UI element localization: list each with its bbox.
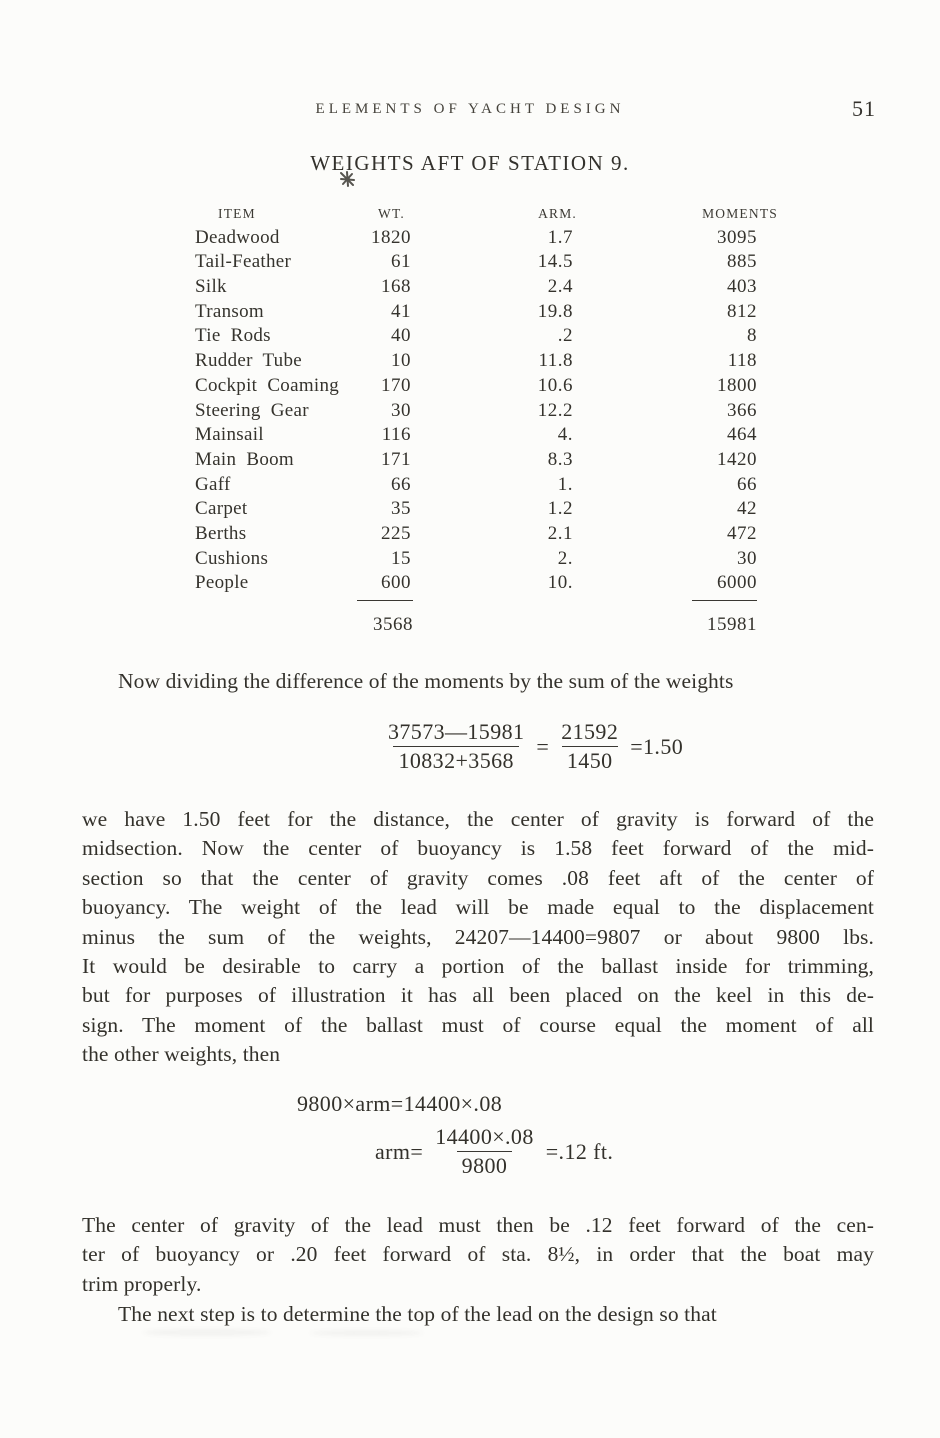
cell-wt: 116 — [381, 424, 411, 446]
scan-smudge — [143, 1329, 271, 1336]
cell-wt: 40 — [391, 325, 411, 347]
cell-item: Berths — [195, 522, 247, 544]
text-line: trim properly. — [82, 1271, 202, 1296]
cell-moments: 118 — [727, 350, 757, 372]
equation-cg-distance — [383, 719, 683, 774]
paragraph-next-step: The next step is to determine the top of the lead on the design so that — [118, 1302, 717, 1326]
column-header-wt: WT. — [378, 206, 405, 221]
cell-item: People — [195, 572, 249, 594]
cell-moments: 30 — [737, 547, 757, 569]
cell-arm: 2.1 — [547, 522, 573, 544]
text-line: sign. The moment of the ballast must of course equal the moment of all — [82, 1012, 874, 1037]
total-moments: 15981 — [707, 614, 757, 635]
cell-item: Main Boom — [195, 448, 295, 470]
text-line: buoyancy. The weight of the lead will be made equal to the displacement — [82, 895, 874, 920]
cell-item: Cushions — [195, 547, 269, 569]
cell-item: Carpet — [195, 498, 248, 520]
cell-item: Gaff — [195, 473, 231, 495]
cell-wt: 66 — [391, 473, 411, 495]
fraction-numerator: 14400×.08 — [435, 1124, 534, 1149]
cell-wt: 168 — [381, 276, 411, 298]
fraction-denominator: 1450 — [562, 746, 618, 774]
text-line: section so that the center of gravity comes .08 feet aft of the center of — [82, 865, 874, 890]
cell-moments: 403 — [727, 276, 757, 298]
cell-item: Deadwood — [195, 226, 280, 248]
cell-moments: 1420 — [717, 448, 757, 470]
cell-arm: 12.2 — [537, 399, 573, 421]
text-line: the other weights, then — [82, 1042, 281, 1067]
cell-arm: 1. — [557, 473, 573, 495]
cell-arm: 10.6 — [537, 374, 573, 396]
ink-blot-mark — [338, 169, 358, 189]
cell-moments: 366 — [727, 399, 757, 421]
cell-moments: 6000 — [717, 572, 757, 594]
cell-moments: 885 — [727, 251, 757, 273]
cell-arm: 1.7 — [547, 226, 573, 248]
equals-sign: = — [536, 733, 550, 759]
paragraph-intro: Now dividing the difference of the moments by the sum of the weights — [118, 669, 734, 693]
cell-wt: 15 — [391, 547, 411, 569]
cell-arm: 14.5 — [537, 251, 573, 273]
cell-item: Mainsail — [195, 424, 264, 446]
text-line: midsection. Now the center of buoyancy is 1.58 feet forward of the mid- — [82, 836, 874, 861]
fraction — [556, 719, 623, 774]
cell-moments: 472 — [727, 522, 757, 544]
cell-wt: 225 — [381, 522, 411, 544]
fraction-numerator: 37573—15981 — [388, 719, 525, 744]
cell-wt: 61 — [391, 251, 411, 273]
cell-item: Transom — [195, 300, 264, 322]
cell-moments: 464 — [727, 424, 757, 446]
table-title: WEIGHTS AFT OF STATION 9. — [310, 151, 630, 175]
total-rule-moments — [692, 600, 757, 601]
fraction-numerator: 21592 — [561, 719, 619, 744]
weights-table — [195, 201, 778, 596]
paragraph-lead-cg — [82, 1211, 874, 1299]
cell-wt: 41 — [391, 300, 411, 322]
cell-item: Steering Gear — [195, 399, 309, 421]
equation-result: =.12 ft. — [545, 1138, 614, 1164]
cell-item: Silk — [195, 276, 227, 298]
fraction — [383, 719, 529, 774]
total-rule-wt — [357, 600, 413, 601]
cell-moments: 42 — [737, 498, 757, 520]
text-line: It would be desirable to carry a portion of the ballast inside for trimming, — [82, 954, 874, 979]
cell-wt: 35 — [391, 498, 411, 520]
text-line: The center of gravity of the lead must then be .12 feet forward of the cen- — [82, 1213, 874, 1237]
equation-ballast-arm — [375, 1124, 613, 1179]
text-line: we have 1.50 feet for the distance, the center of gravity is forward of the — [82, 807, 874, 831]
total-weight: 3568 — [373, 614, 413, 635]
cell-wt: 170 — [381, 374, 411, 396]
cell-arm: 4. — [557, 424, 573, 446]
equation-result: =1.50 — [630, 733, 684, 759]
cell-arm: 1.2 — [547, 498, 573, 520]
cell-moments: 3095 — [717, 226, 757, 248]
fraction-denominator: 9800 — [457, 1151, 513, 1179]
fraction-denominator: 10832+3568 — [393, 746, 518, 774]
cell-wt: 30 — [391, 399, 411, 421]
cell-arm: 2. — [557, 547, 573, 569]
cell-arm: 8.3 — [547, 448, 573, 470]
cell-item: Tie Rods — [195, 325, 271, 347]
cell-arm: 19.8 — [537, 300, 573, 322]
text-line: ter of buoyancy or .20 feet forward of sta. 8½, in order that the boat may — [82, 1242, 874, 1267]
scan-smudge — [310, 1330, 423, 1336]
cell-moments: 66 — [737, 473, 757, 495]
equation-ballast-moment: 9800×arm=14400×.08 — [297, 1091, 503, 1116]
cell-moments: 812 — [727, 300, 757, 322]
cell-arm: 10. — [547, 572, 573, 594]
cell-wt: 1820 — [371, 226, 411, 248]
cell-item: Tail-Feather — [195, 251, 292, 273]
equation-lhs: arm= — [375, 1138, 424, 1164]
text-line: minus the sum of the weights, 24207—14400=9807 or about 9800 lbs. — [82, 924, 874, 949]
column-header-arm: ARM. — [538, 206, 577, 221]
cell-wt: 10 — [391, 350, 411, 372]
cell-moments: 8 — [747, 325, 757, 347]
cell-item: Rudder Tube — [195, 350, 303, 372]
column-header-moments: MOMENTS — [702, 206, 778, 221]
cell-wt: 171 — [381, 448, 411, 470]
cell-item: Cockpit Coaming — [195, 374, 340, 396]
column-header-item: ITEM — [218, 206, 256, 221]
cell-wt: 600 — [381, 572, 411, 594]
cell-moments: 1800 — [717, 374, 757, 396]
cell-arm: 2.4 — [547, 276, 573, 298]
page-number: 51 — [852, 96, 876, 121]
fraction — [430, 1124, 539, 1179]
running-header: ELEMENTS OF YACHT DESIGN — [315, 101, 625, 117]
paragraph-discussion — [82, 805, 874, 1070]
cell-arm: .2 — [557, 325, 573, 347]
cell-arm: 11.8 — [538, 350, 573, 372]
text-line: but for purposes of illustration it has all been placed on the keel in this de- — [82, 983, 874, 1008]
